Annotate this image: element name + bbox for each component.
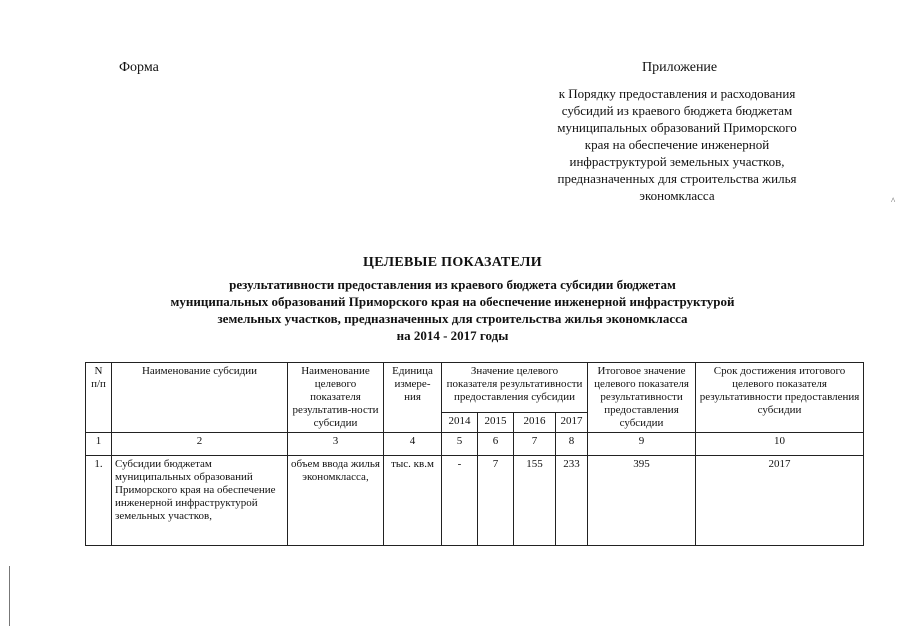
header-num: N п/п — [86, 363, 112, 433]
header-year: 2017 — [556, 412, 588, 432]
indicators-table — [85, 362, 864, 546]
header-unit: Единица измере-ния — [384, 363, 442, 433]
row-subsidy-name: Субсидии бюджетам муниципальных образований Приморского края на обеспечение инженерной инфраструктурой земельных участков, — [112, 456, 288, 546]
scan-mark: ^ — [891, 196, 896, 206]
header-deadline: Срок достижения итогового целевого показателя результативности предоставления субсидии — [696, 363, 864, 433]
appendix-line: к Порядку предоставления и расходования — [558, 86, 796, 101]
appendix-description — [527, 85, 827, 204]
column-number: 6 — [478, 433, 514, 456]
header-year: 2016 — [514, 412, 556, 432]
column-number: 9 — [588, 433, 696, 456]
appendix-line: инфраструктурой земельных участков, — [569, 154, 785, 169]
appendix-line: субсидий из краевого бюджета бюджетам — [561, 103, 793, 118]
row-value-2017: 233 — [556, 456, 588, 546]
row-indicator-name: объем ввода жилья экономкласса, — [288, 456, 384, 546]
header-final-value: Итоговое значение целевого показателя результативности предоставления субсидии — [588, 363, 696, 433]
header-subsidy-name: Наименование субсидии — [112, 363, 288, 433]
subtitle-line: земельных участков, предназначенных для строительства жилья экономкласса — [217, 311, 688, 326]
appendix-line: предназначенных для строительства жилья — [557, 171, 797, 186]
table-row — [86, 456, 864, 546]
header-indicator-name: Наименование целевого показателя результатив-ности субсидии — [288, 363, 384, 433]
column-number: 10 — [696, 433, 864, 456]
column-number: 5 — [442, 433, 478, 456]
column-number: 1 — [86, 433, 112, 456]
document-subtitle — [0, 276, 905, 344]
row-value-2014: - — [442, 456, 478, 546]
header-year: 2014 — [442, 412, 478, 432]
column-number: 7 — [514, 433, 556, 456]
subtitle-line: на 2014 - 2017 годы — [396, 328, 509, 343]
row-value-2015: 7 — [478, 456, 514, 546]
form-label: Форма — [119, 60, 159, 75]
column-number: 2 — [112, 433, 288, 456]
row-deadline: 2017 — [696, 456, 864, 546]
column-number: 8 — [556, 433, 588, 456]
subtitle-line: результативности предоставления из краевого бюджета субсидии бюджетам — [229, 277, 676, 292]
appendix-title: Приложение — [642, 60, 718, 75]
scan-edge-line — [9, 566, 10, 626]
header-values-group: Значение целевого показателя результативности предоставления субсидии — [442, 363, 588, 413]
column-number: 4 — [384, 433, 442, 456]
row-final-value: 395 — [588, 456, 696, 546]
column-number: 3 — [288, 433, 384, 456]
row-unit: тыс. кв.м — [384, 456, 442, 546]
appendix-line: муниципальных образований Приморского — [557, 120, 797, 135]
row-value-2016: 155 — [514, 456, 556, 546]
row-num: 1. — [86, 456, 112, 546]
header-year: 2015 — [478, 412, 514, 432]
document-title: ЦЕЛЕВЫЕ ПОКАЗАТЕЛИ — [363, 255, 542, 270]
subtitle-line: муниципальных образований Приморского края на обеспечение инженерной инфраструктурой — [170, 294, 735, 309]
appendix-line: экономкласса — [639, 188, 715, 203]
appendix-line: края на обеспечение инженерной — [584, 137, 770, 152]
